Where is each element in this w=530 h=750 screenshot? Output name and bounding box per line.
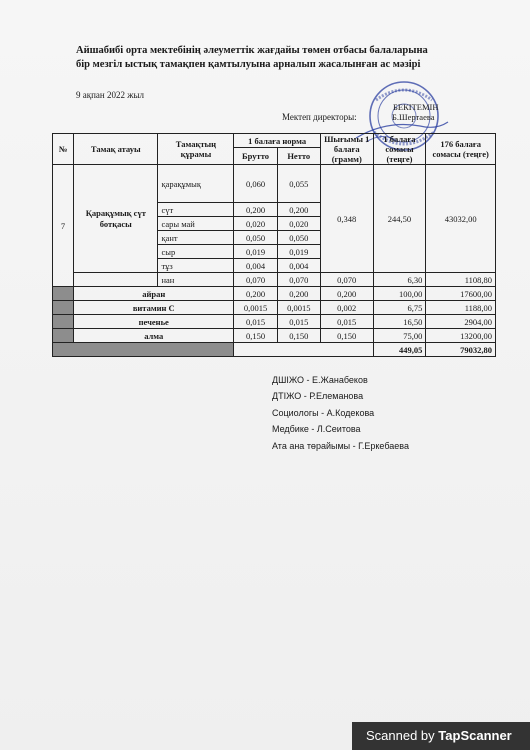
item-price-total: 17600,00 [426,287,496,301]
table-row [53,165,496,203]
scanner-brand: TapScanner [438,728,512,743]
document-date: 9 ақпан 2022 жыл [76,90,145,100]
item-name: айран [74,287,234,301]
table-row [53,329,496,343]
total-blank-cell [234,343,373,357]
item-price-one: 6,75 [373,301,426,315]
bread-net: 0,070 [277,273,320,287]
signature-line: ДШІЖО - Е.Жанабеков [272,375,368,385]
item-gross: 0,150 [234,329,277,343]
item-price-one: 16,50 [373,315,426,329]
header-net: Нетто [277,148,320,165]
grey-cell [53,301,74,315]
item-output: 0,015 [320,315,373,329]
document-title [76,44,428,72]
item-name: печенье [74,315,234,329]
table-row [53,315,496,329]
ingredient-net: 0,020 [277,217,320,231]
grey-cell [53,343,234,357]
ingredient-name: сыр [158,245,234,259]
table-row [53,287,496,301]
bread-price-total: 1108,80 [426,273,496,287]
item-net: 0,150 [277,329,320,343]
grey-cell [53,287,74,301]
grey-cell [53,315,74,329]
item-net: 0,0015 [277,301,320,315]
item-output: 0,002 [320,301,373,315]
ingredient-name: сүт [158,203,234,217]
item-price-total: 1188,00 [426,301,496,315]
scanner-watermark [352,722,530,750]
ingredient-net: 0,055 [277,165,320,203]
title-line-1: Айшабибі орта мектебінің әлеуметтік жағдайы төмен отбасы балаларына [76,45,428,56]
item-gross: 0,0015 [234,301,277,315]
ingredient-name: тұз [158,259,234,273]
item-net: 0,015 [277,315,320,329]
dish-name: Қарақұмық сүт ботқасы [74,165,158,273]
dish-price-total: 43032,00 [426,165,496,273]
item-gross: 0,015 [234,315,277,329]
signature-line: Медбике - Л.Сеитова [272,424,361,435]
header-number: № [53,134,74,165]
item-output: 0,200 [320,287,373,301]
item-output: 0,150 [320,329,373,343]
approved-label: БЕКІТЕМІН [393,102,439,112]
item-price-one: 100,00 [373,287,426,301]
menu-table [52,133,496,357]
header-price-one: 1 балаға сомасы (теңге) [373,134,426,165]
dish-output: 0,348 [320,165,373,273]
signature-line: Социологы - А.Кодекова [272,407,375,418]
ingredient-net: 0,050 [277,231,320,245]
ingredient-net: 0,019 [277,245,320,259]
header-composition: Тамақтың құрамы [158,134,234,165]
item-price-total: 13200,00 [426,329,496,343]
header-price-total: 176 балаға сомасы (теңге) [426,134,496,165]
dish-number: 7 [53,165,74,287]
ingredient-name: сары май [158,217,234,231]
header-output: Шығымы 1 балаға (грамм) [320,134,373,165]
director-name: Б.Шертаева [392,112,435,122]
item-gross: 0,200 [234,287,277,301]
ingredient-name: қант [158,231,234,245]
signature-line: ДТІЖО - Р.Елеманова [272,391,364,402]
header-norm: 1 балаға норма [234,134,320,148]
signature-line: Ата ана төрайымы - Г.Еркебаева [272,440,409,451]
ingredient-net: 0,004 [277,259,320,273]
dish-price-one: 244,50 [373,165,426,273]
ingredient-net: 0,200 [277,203,320,217]
signature-list [272,372,409,454]
bread-price-one: 6,30 [373,273,426,287]
ingredient-gross: 0,019 [234,245,277,259]
ingredient-gross: 0,200 [234,203,277,217]
header-gross: Брутто [234,148,277,165]
ingredient-gross: 0,060 [234,165,277,203]
ingredient-gross: 0,050 [234,231,277,245]
item-name: витамин С [74,301,234,315]
item-price-total: 2904,00 [426,315,496,329]
title-line-2: бір мезгіл ыстық тамақпен қамтылуына арналып жасалынған ас мәзірі [76,59,421,70]
table-row [53,301,496,315]
bread-gross: 0,070 [234,273,277,287]
table-header-row [53,134,496,148]
grey-cell [53,329,74,343]
ingredient-gross: 0,020 [234,217,277,231]
item-price-one: 75,00 [373,329,426,343]
bread-name: нан [158,273,234,287]
total-row [53,343,496,357]
ingredient-name: қарақұмық [158,165,234,203]
item-net: 0,200 [277,287,320,301]
header-name: Тамақ атауы [74,134,158,165]
ingredient-gross: 0,004 [234,259,277,273]
director-label: Мектеп директоры: [282,112,357,122]
total-price-all: 79032,80 [426,343,496,357]
scanned-by-text: Scanned by [366,728,435,743]
item-name: алма [74,329,234,343]
table-row [53,273,496,287]
bread-output: 0,070 [320,273,373,287]
bread-blank-cell [74,273,158,287]
total-price-one: 449,05 [373,343,426,357]
